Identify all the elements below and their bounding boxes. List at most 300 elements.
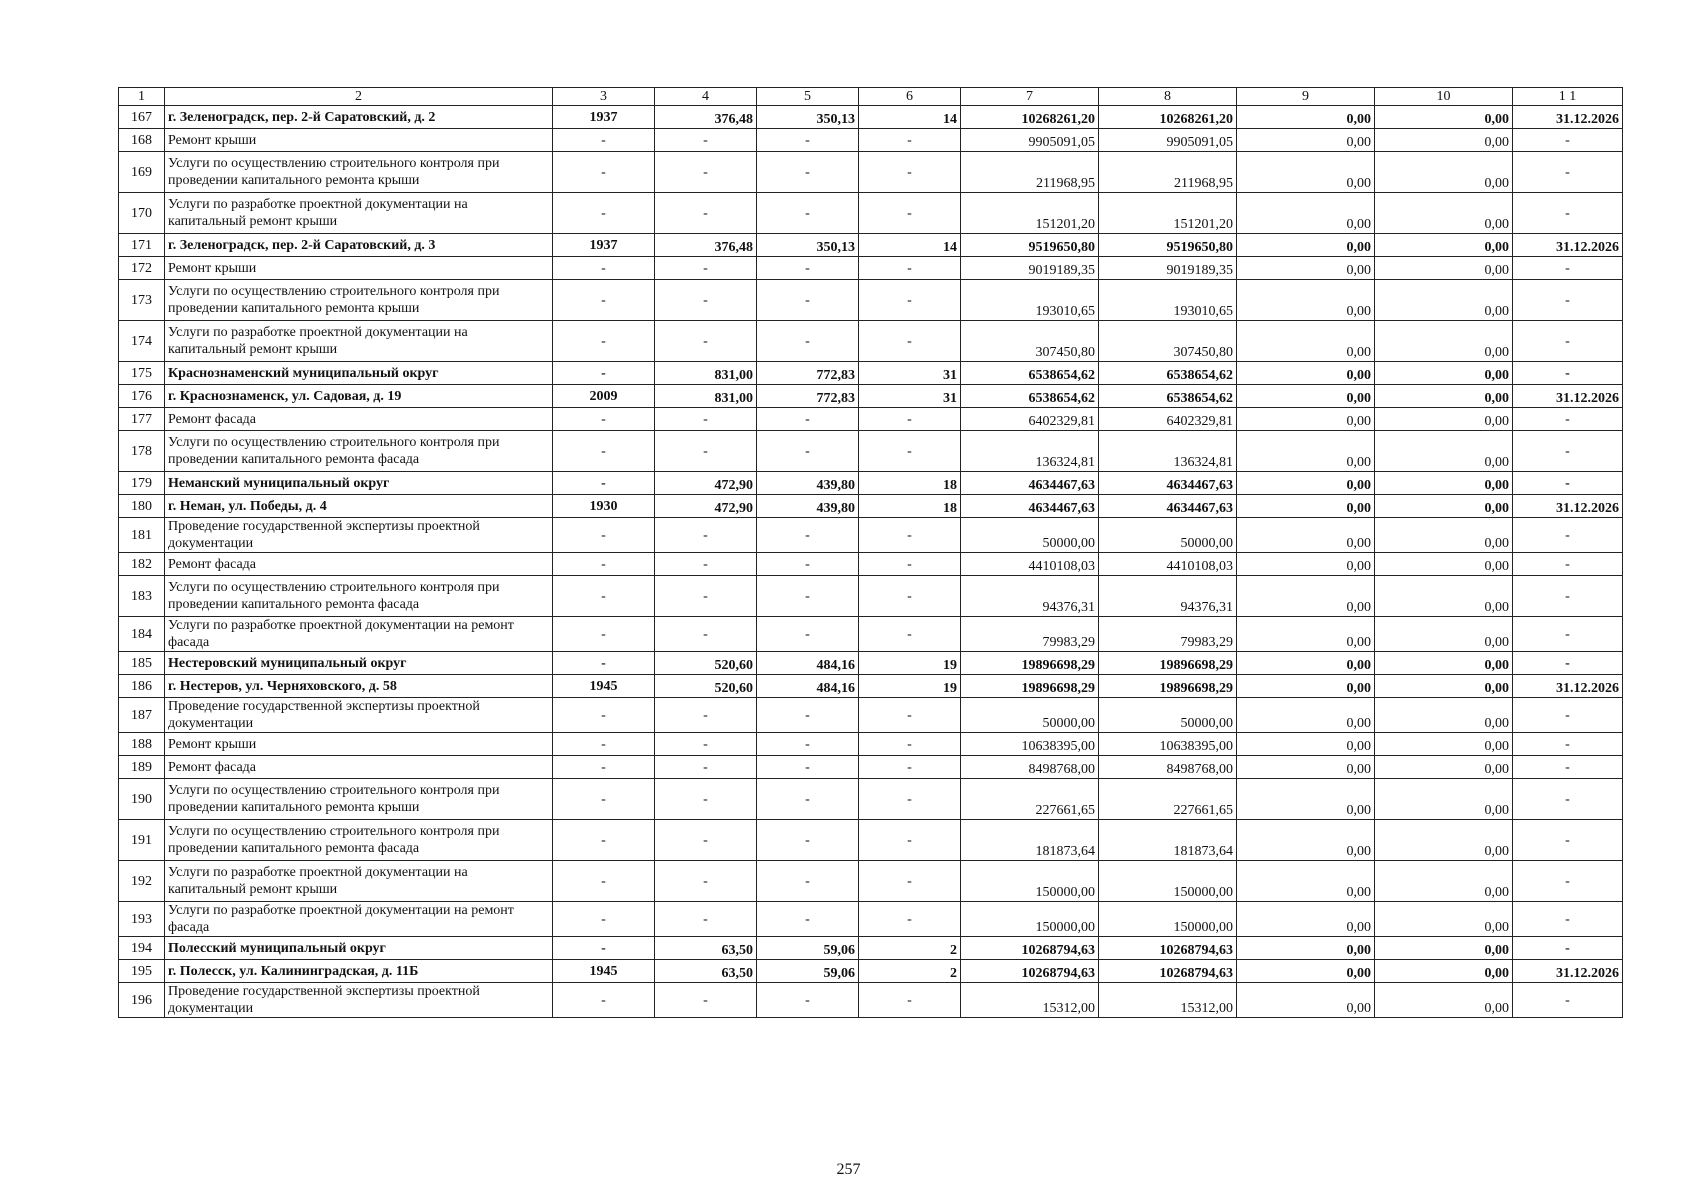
cost-fund-cell: 50000,00: [1099, 698, 1237, 733]
cost-budget-cell: 0,00: [1237, 408, 1375, 431]
cost-other-cell: 0,00: [1375, 861, 1513, 902]
row-number-cell: 196: [119, 983, 165, 1018]
cost-fund-cell: 10268261,20: [1099, 106, 1237, 129]
cost-budget-cell: 0,00: [1237, 518, 1375, 553]
year-cell: -: [553, 779, 655, 820]
cost-total-cell: 15312,00: [961, 983, 1099, 1018]
cost-budget-cell: 0,00: [1237, 280, 1375, 321]
name-cell: Проведение государственной экспертизы проектной документации: [165, 698, 553, 733]
row-number-cell: 167: [119, 106, 165, 129]
row-number-cell: 176: [119, 385, 165, 408]
year-cell: 1945: [553, 960, 655, 983]
cost-total-cell: 150000,00: [961, 861, 1099, 902]
table-row: [119, 675, 1623, 698]
deadline-cell: -: [1513, 129, 1623, 152]
year-cell: -: [553, 902, 655, 937]
area-total-cell: -: [655, 733, 757, 756]
name-cell: Услуги по осуществлению строительного контроля при проведении капитального ремонта фасада: [165, 820, 553, 861]
cost-budget-cell: 0,00: [1237, 756, 1375, 779]
area-total-cell: -: [655, 576, 757, 617]
cost-other-cell: 0,00: [1375, 779, 1513, 820]
residents-cell: -: [859, 518, 961, 553]
row-number-cell: 171: [119, 234, 165, 257]
residents-cell: -: [859, 553, 961, 576]
cost-other-cell: 0,00: [1375, 385, 1513, 408]
residents-cell: 31: [859, 362, 961, 385]
cost-budget-cell: 0,00: [1237, 779, 1375, 820]
row-number-cell: 188: [119, 733, 165, 756]
area-living-cell: 59,06: [757, 960, 859, 983]
cost-fund-cell: 10638395,00: [1099, 733, 1237, 756]
name-cell: Полесский муниципальный округ: [165, 937, 553, 960]
year-cell: -: [553, 280, 655, 321]
cost-budget-cell: 0,00: [1237, 617, 1375, 652]
area-total-cell: 376,48: [655, 106, 757, 129]
area-total-cell: -: [655, 280, 757, 321]
deadline-cell: -: [1513, 983, 1623, 1018]
cost-budget-cell: 0,00: [1237, 362, 1375, 385]
area-total-cell: -: [655, 902, 757, 937]
cost-total-cell: 10638395,00: [961, 733, 1099, 756]
cost-other-cell: 0,00: [1375, 106, 1513, 129]
name-cell: г. Зеленоградск, пер. 2-й Саратовский, д. 3: [165, 234, 553, 257]
row-number-cell: 187: [119, 698, 165, 733]
area-total-cell: 63,50: [655, 937, 757, 960]
cost-fund-cell: 307450,80: [1099, 321, 1237, 362]
table-row: [119, 902, 1623, 937]
area-living-cell: -: [757, 553, 859, 576]
table-row: [119, 193, 1623, 234]
residents-cell: -: [859, 193, 961, 234]
cost-other-cell: 0,00: [1375, 553, 1513, 576]
table-row: [119, 106, 1623, 129]
year-cell: -: [553, 472, 655, 495]
year-cell: -: [553, 576, 655, 617]
residents-cell: -: [859, 321, 961, 362]
deadline-cell: -: [1513, 193, 1623, 234]
row-number-cell: 169: [119, 152, 165, 193]
cost-other-cell: 0,00: [1375, 472, 1513, 495]
area-living-cell: -: [757, 756, 859, 779]
area-total-cell: 376,48: [655, 234, 757, 257]
table-row: [119, 385, 1623, 408]
year-cell: -: [553, 652, 655, 675]
residents-cell: -: [859, 617, 961, 652]
cost-fund-cell: 10268794,63: [1099, 937, 1237, 960]
year-cell: -: [553, 362, 655, 385]
area-total-cell: -: [655, 553, 757, 576]
cost-total-cell: 10268794,63: [961, 937, 1099, 960]
deadline-cell: -: [1513, 431, 1623, 472]
area-total-cell: 63,50: [655, 960, 757, 983]
residents-cell: -: [859, 152, 961, 193]
residents-cell: 31: [859, 385, 961, 408]
row-number-cell: 184: [119, 617, 165, 652]
year-cell: -: [553, 431, 655, 472]
area-living-cell: 484,16: [757, 652, 859, 675]
area-living-cell: -: [757, 779, 859, 820]
name-cell: Ремонт крыши: [165, 129, 553, 152]
cost-total-cell: 227661,65: [961, 779, 1099, 820]
table-row: [119, 576, 1623, 617]
cost-total-cell: 151201,20: [961, 193, 1099, 234]
deadline-cell: 31.12.2026: [1513, 495, 1623, 518]
name-cell: Ремонт крыши: [165, 733, 553, 756]
year-cell: -: [553, 733, 655, 756]
cost-fund-cell: 181873,64: [1099, 820, 1237, 861]
cost-total-cell: 6402329,81: [961, 408, 1099, 431]
area-total-cell: -: [655, 756, 757, 779]
area-total-cell: -: [655, 257, 757, 280]
name-cell: Краснознаменский муниципальный округ: [165, 362, 553, 385]
row-number-cell: 170: [119, 193, 165, 234]
name-cell: Услуги по осуществлению строительного контроля при проведении капитального ремонта крыши: [165, 152, 553, 193]
area-living-cell: -: [757, 129, 859, 152]
year-cell: -: [553, 553, 655, 576]
deadline-cell: -: [1513, 698, 1623, 733]
deadline-cell: 31.12.2026: [1513, 385, 1623, 408]
residents-cell: 18: [859, 495, 961, 518]
residents-cell: 14: [859, 106, 961, 129]
cost-other-cell: 0,00: [1375, 280, 1513, 321]
area-total-cell: -: [655, 321, 757, 362]
cost-fund-cell: 10268794,63: [1099, 960, 1237, 983]
year-cell: -: [553, 861, 655, 902]
area-living-cell: -: [757, 617, 859, 652]
row-number-cell: 190: [119, 779, 165, 820]
area-total-cell: -: [655, 698, 757, 733]
residents-cell: -: [859, 431, 961, 472]
column-header: 6: [859, 88, 961, 106]
row-number-cell: 194: [119, 937, 165, 960]
name-cell: г. Зеленоградск, пер. 2-й Саратовский, д. 2: [165, 106, 553, 129]
residents-cell: -: [859, 902, 961, 937]
row-number-cell: 185: [119, 652, 165, 675]
row-number-cell: 173: [119, 280, 165, 321]
row-number-cell: 168: [119, 129, 165, 152]
cost-total-cell: 136324,81: [961, 431, 1099, 472]
cost-total-cell: 181873,64: [961, 820, 1099, 861]
cost-total-cell: 4634467,63: [961, 472, 1099, 495]
name-cell: Ремонт фасада: [165, 553, 553, 576]
cost-total-cell: 9905091,05: [961, 129, 1099, 152]
name-cell: Услуги по разработке проектной документации на ремонт фасада: [165, 617, 553, 652]
cost-other-cell: 0,00: [1375, 431, 1513, 472]
residents-cell: -: [859, 820, 961, 861]
table-row: [119, 960, 1623, 983]
column-header: 4: [655, 88, 757, 106]
cost-other-cell: 0,00: [1375, 756, 1513, 779]
area-living-cell: 350,13: [757, 106, 859, 129]
area-total-cell: 472,90: [655, 495, 757, 518]
residents-cell: -: [859, 129, 961, 152]
year-cell: 1930: [553, 495, 655, 518]
cost-total-cell: 307450,80: [961, 321, 1099, 362]
cost-other-cell: 0,00: [1375, 698, 1513, 733]
cost-fund-cell: 227661,65: [1099, 779, 1237, 820]
area-living-cell: -: [757, 321, 859, 362]
cost-budget-cell: 0,00: [1237, 152, 1375, 193]
row-number-cell: 177: [119, 408, 165, 431]
cost-total-cell: 79983,29: [961, 617, 1099, 652]
column-header: 1: [119, 88, 165, 106]
cost-budget-cell: 0,00: [1237, 576, 1375, 617]
area-living-cell: -: [757, 983, 859, 1018]
residents-cell: -: [859, 756, 961, 779]
row-number-cell: 183: [119, 576, 165, 617]
cost-budget-cell: 0,00: [1237, 861, 1375, 902]
cost-budget-cell: 0,00: [1237, 193, 1375, 234]
row-number-cell: 189: [119, 756, 165, 779]
deadline-cell: 31.12.2026: [1513, 106, 1623, 129]
cost-total-cell: 6538654,62: [961, 385, 1099, 408]
name-cell: Услуги по разработке проектной документации на ремонт фасада: [165, 902, 553, 937]
cost-budget-cell: 0,00: [1237, 472, 1375, 495]
cost-budget-cell: 0,00: [1237, 553, 1375, 576]
cost-other-cell: 0,00: [1375, 362, 1513, 385]
column-header: 8: [1099, 88, 1237, 106]
cost-other-cell: 0,00: [1375, 257, 1513, 280]
row-number-cell: 180: [119, 495, 165, 518]
name-cell: г. Краснознаменск, ул. Садовая, д. 19: [165, 385, 553, 408]
cost-total-cell: 211968,95: [961, 152, 1099, 193]
cost-other-cell: 0,00: [1375, 321, 1513, 362]
cost-fund-cell: 19896698,29: [1099, 675, 1237, 698]
year-cell: -: [553, 756, 655, 779]
cost-other-cell: 0,00: [1375, 495, 1513, 518]
cost-fund-cell: 4634467,63: [1099, 495, 1237, 518]
name-cell: Проведение государственной экспертизы проектной документации: [165, 518, 553, 553]
cost-other-cell: 0,00: [1375, 652, 1513, 675]
deadline-cell: -: [1513, 362, 1623, 385]
cost-fund-cell: 9019189,35: [1099, 257, 1237, 280]
table-row: [119, 362, 1623, 385]
row-number-cell: 179: [119, 472, 165, 495]
cost-fund-cell: 6402329,81: [1099, 408, 1237, 431]
deadline-cell: -: [1513, 257, 1623, 280]
deadline-cell: -: [1513, 779, 1623, 820]
residents-cell: -: [859, 698, 961, 733]
row-number-cell: 191: [119, 820, 165, 861]
deadline-cell: -: [1513, 820, 1623, 861]
data-table: [118, 87, 1623, 1018]
cost-other-cell: 0,00: [1375, 576, 1513, 617]
table-row: [119, 321, 1623, 362]
area-living-cell: 484,16: [757, 675, 859, 698]
cost-fund-cell: 211968,95: [1099, 152, 1237, 193]
year-cell: -: [553, 820, 655, 861]
area-living-cell: -: [757, 280, 859, 321]
deadline-cell: -: [1513, 553, 1623, 576]
cost-fund-cell: 150000,00: [1099, 902, 1237, 937]
cost-budget-cell: 0,00: [1237, 495, 1375, 518]
row-number-cell: 195: [119, 960, 165, 983]
deadline-cell: 31.12.2026: [1513, 960, 1623, 983]
deadline-cell: 31.12.2026: [1513, 234, 1623, 257]
header-row: [119, 88, 1623, 106]
deadline-cell: -: [1513, 937, 1623, 960]
column-header: 3: [553, 88, 655, 106]
deadline-cell: -: [1513, 861, 1623, 902]
residents-cell: -: [859, 983, 961, 1018]
cost-total-cell: 50000,00: [961, 518, 1099, 553]
area-total-cell: -: [655, 617, 757, 652]
row-number-cell: 178: [119, 431, 165, 472]
residents-cell: -: [859, 280, 961, 321]
cost-other-cell: 0,00: [1375, 518, 1513, 553]
name-cell: г. Полесск, ул. Калининградская, д. 11Б: [165, 960, 553, 983]
cost-fund-cell: 6538654,62: [1099, 362, 1237, 385]
column-header: 5: [757, 88, 859, 106]
area-living-cell: -: [757, 193, 859, 234]
year-cell: 1937: [553, 106, 655, 129]
cost-budget-cell: 0,00: [1237, 431, 1375, 472]
area-total-cell: -: [655, 431, 757, 472]
cost-fund-cell: 4410108,03: [1099, 553, 1237, 576]
cost-budget-cell: 0,00: [1237, 960, 1375, 983]
cost-budget-cell: 0,00: [1237, 983, 1375, 1018]
year-cell: -: [553, 257, 655, 280]
year-cell: -: [553, 983, 655, 1018]
cost-fund-cell: 19896698,29: [1099, 652, 1237, 675]
residents-cell: -: [859, 779, 961, 820]
area-living-cell: -: [757, 576, 859, 617]
area-living-cell: -: [757, 698, 859, 733]
cost-total-cell: 6538654,62: [961, 362, 1099, 385]
table-row: [119, 937, 1623, 960]
cost-total-cell: 19896698,29: [961, 675, 1099, 698]
table-row: [119, 431, 1623, 472]
cost-total-cell: 50000,00: [961, 698, 1099, 733]
cost-other-cell: 0,00: [1375, 234, 1513, 257]
cost-fund-cell: 151201,20: [1099, 193, 1237, 234]
table-row: [119, 553, 1623, 576]
deadline-cell: -: [1513, 902, 1623, 937]
area-living-cell: -: [757, 257, 859, 280]
name-cell: Услуги по разработке проектной документации на капитальный ремонт крыши: [165, 193, 553, 234]
column-header: 7: [961, 88, 1099, 106]
area-total-cell: -: [655, 779, 757, 820]
cost-budget-cell: 0,00: [1237, 675, 1375, 698]
area-living-cell: -: [757, 518, 859, 553]
cost-other-cell: 0,00: [1375, 675, 1513, 698]
deadline-cell: -: [1513, 756, 1623, 779]
area-total-cell: -: [655, 983, 757, 1018]
cost-fund-cell: 9519650,80: [1099, 234, 1237, 257]
table-row: [119, 280, 1623, 321]
name-cell: Услуги по разработке проектной документации на капитальный ремонт крыши: [165, 321, 553, 362]
table-row: [119, 518, 1623, 553]
year-cell: -: [553, 321, 655, 362]
name-cell: Ремонт фасада: [165, 756, 553, 779]
table-row: [119, 652, 1623, 675]
year-cell: -: [553, 937, 655, 960]
cost-other-cell: 0,00: [1375, 152, 1513, 193]
residents-cell: -: [859, 257, 961, 280]
cost-other-cell: 0,00: [1375, 960, 1513, 983]
area-living-cell: -: [757, 733, 859, 756]
column-header: 9: [1237, 88, 1375, 106]
cost-budget-cell: 0,00: [1237, 902, 1375, 937]
cost-other-cell: 0,00: [1375, 617, 1513, 652]
table-row: [119, 472, 1623, 495]
cost-fund-cell: 9905091,05: [1099, 129, 1237, 152]
area-total-cell: -: [655, 820, 757, 861]
area-living-cell: -: [757, 408, 859, 431]
cost-total-cell: 193010,65: [961, 280, 1099, 321]
residents-cell: 19: [859, 675, 961, 698]
table-row: [119, 495, 1623, 518]
table-row: [119, 779, 1623, 820]
deadline-cell: -: [1513, 518, 1623, 553]
name-cell: Услуги по осуществлению строительного контроля при проведении капитального ремонта крыши: [165, 280, 553, 321]
cost-other-cell: 0,00: [1375, 902, 1513, 937]
cost-fund-cell: 150000,00: [1099, 861, 1237, 902]
deadline-cell: -: [1513, 576, 1623, 617]
area-living-cell: -: [757, 431, 859, 472]
year-cell: -: [553, 152, 655, 193]
area-living-cell: 772,83: [757, 362, 859, 385]
row-number-cell: 186: [119, 675, 165, 698]
table-row: [119, 861, 1623, 902]
cost-total-cell: 150000,00: [961, 902, 1099, 937]
cost-total-cell: 94376,31: [961, 576, 1099, 617]
deadline-cell: -: [1513, 472, 1623, 495]
residents-cell: 14: [859, 234, 961, 257]
area-total-cell: 831,00: [655, 385, 757, 408]
row-number-cell: 172: [119, 257, 165, 280]
cost-budget-cell: 0,00: [1237, 321, 1375, 362]
table-row: [119, 408, 1623, 431]
row-number-cell: 192: [119, 861, 165, 902]
deadline-cell: -: [1513, 652, 1623, 675]
residents-cell: -: [859, 576, 961, 617]
area-living-cell: -: [757, 861, 859, 902]
cost-fund-cell: 50000,00: [1099, 518, 1237, 553]
table-row: [119, 820, 1623, 861]
cost-fund-cell: 94376,31: [1099, 576, 1237, 617]
page-number: 257: [836, 1161, 861, 1178]
name-cell: Проведение государственной экспертизы проектной документации: [165, 983, 553, 1018]
year-cell: -: [553, 129, 655, 152]
cost-total-cell: 9019189,35: [961, 257, 1099, 280]
deadline-cell: -: [1513, 733, 1623, 756]
residents-cell: 19: [859, 652, 961, 675]
cost-fund-cell: 15312,00: [1099, 983, 1237, 1018]
table-row: [119, 698, 1623, 733]
area-living-cell: -: [757, 820, 859, 861]
name-cell: Услуги по осуществлению строительного контроля при проведении капитального ремонта фасада: [165, 431, 553, 472]
row-number-cell: 175: [119, 362, 165, 385]
name-cell: Услуги по осуществлению строительного контроля при проведении капитального ремонта фасада: [165, 576, 553, 617]
deadline-cell: -: [1513, 280, 1623, 321]
name-cell: Услуги по осуществлению строительного контроля при проведении капитального ремонта крыши: [165, 779, 553, 820]
cost-fund-cell: 6538654,62: [1099, 385, 1237, 408]
name-cell: Неманский муниципальный округ: [165, 472, 553, 495]
area-total-cell: -: [655, 152, 757, 193]
cost-other-cell: 0,00: [1375, 733, 1513, 756]
table-row: [119, 617, 1623, 652]
cost-fund-cell: 136324,81: [1099, 431, 1237, 472]
cost-total-cell: 10268261,20: [961, 106, 1099, 129]
cost-budget-cell: 0,00: [1237, 234, 1375, 257]
row-number-cell: 182: [119, 553, 165, 576]
area-living-cell: 350,13: [757, 234, 859, 257]
deadline-cell: -: [1513, 617, 1623, 652]
area-living-cell: 439,80: [757, 472, 859, 495]
row-number-cell: 174: [119, 321, 165, 362]
area-total-cell: 831,00: [655, 362, 757, 385]
